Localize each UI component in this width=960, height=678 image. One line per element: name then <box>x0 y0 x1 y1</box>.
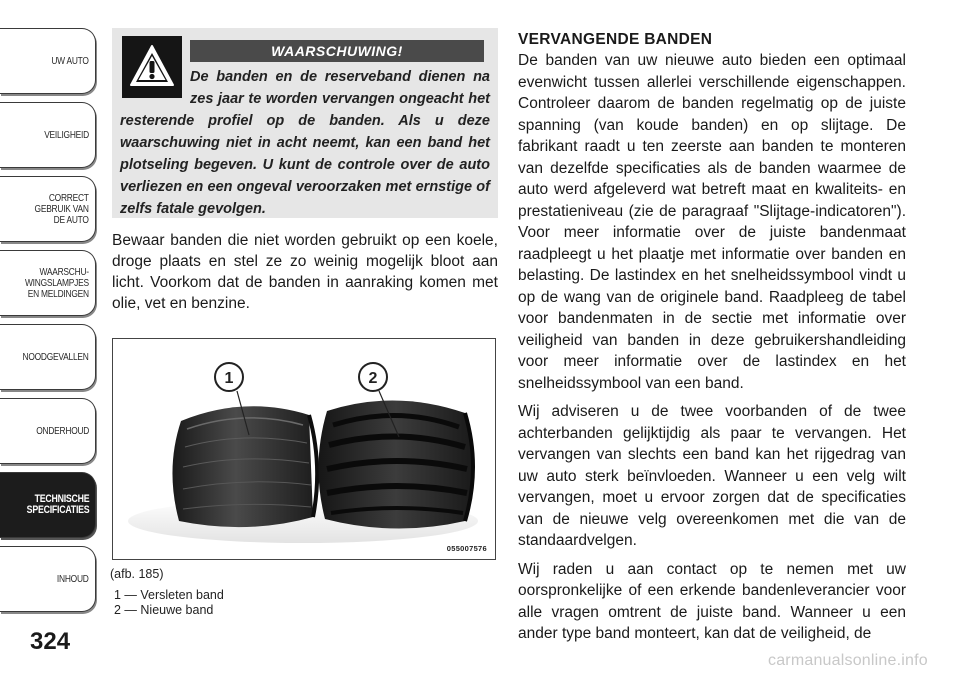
tab-label: UW AUTO <box>51 54 89 67</box>
warning-text <box>120 66 490 220</box>
warning-title: WAARSCHUWING! <box>190 40 484 62</box>
tab-correct-gebruik[interactable] <box>0 176 96 242</box>
replacement-tires-section <box>518 30 906 652</box>
tire-comparison-figure <box>112 338 496 560</box>
tab-label: VEILIGHEID <box>44 128 89 141</box>
figure-code: 055007576 <box>446 544 487 553</box>
tab-label: CORRECT GEBRUIK VAN DE AUTO <box>34 191 89 226</box>
tab-label: ONDERHOUD <box>36 424 89 437</box>
paragraph: Wij raden u aan contact op te nemen met uw oorspronkelijke of een erkende bandenleverancier voor alle vragen omtrent de juiste band. Wanneer u een ander type band monteert, kan dat de veiligheid, de <box>518 560 906 642</box>
watermark: carmanualsonline.info <box>768 652 928 669</box>
callout-label: 2 <box>368 370 378 387</box>
legend-item-1: 1 — Versleten band <box>114 588 224 602</box>
section-heading: VERVANGENDE BANDEN <box>518 31 713 48</box>
tab-label: TECHNISCHE SPECIFICATIES <box>26 493 89 516</box>
worn-tire <box>172 406 317 527</box>
figure-caption: (afb. 185) <box>110 567 164 581</box>
tab-uw-auto[interactable] <box>0 28 96 94</box>
legend-item-2: 2 — Nieuwe band <box>114 603 214 617</box>
tab-technische-specificaties[interactable] <box>0 472 96 538</box>
new-tire <box>318 400 473 528</box>
tab-waarschuwingslampjes[interactable] <box>0 250 96 316</box>
warning-box <box>112 28 498 218</box>
warning-body: De banden en de reserveband dienen na zes jaar te worden vervangen ongeacht het resterende profiel op de banden. Als u deze waarschuwing niet in acht neemt, kan een band het plotseling begeven. U kunt de controle over de auto verliezen en een ongeval veroorzaken met ernstige of zelfs fatale gevolgen. <box>120 69 490 217</box>
tab-noodgevallen[interactable] <box>0 324 96 390</box>
tab-inhoud[interactable] <box>0 546 96 612</box>
paragraph: Wij adviseren u de twee voorbanden of de twee achterbanden gelijktijdig als paar te vervangen. Het vervangen van slechts een band kan het rijgedrag van uw auto sterk beïnvloeden. Wanneer u een velg wilt vervangen, moet u ervoor zorgen dat de specificaties van de nieuwe velg overeenkomen met die van de standaardvelgen. <box>518 403 906 549</box>
tab-onderhoud[interactable] <box>0 398 96 464</box>
paragraph: De banden van uw nieuwe auto bieden een optimaal evenwicht tussen allerlei verschillende eigenschappen. Controleer daarom de banden regelmatig op de juiste spanning (van koude banden) en op slijtage. De fabrikant raadt u ten zeerste aan banden te monteren van dezelfde specificaties als de banden waarmee de auto werd afgeleverd wat betreft maat en kwaliteits- en prestatieniveau (zie de paragraaf "Slijtage-indicatoren"). Voor meer informatie over de juiste bandenmaat raadpleegt u het plaatje met informatie over banden en belasting. De lastindex en het snelheidssymbool vindt u op de wang van de originele band. Raadpleeg de tabel voor bandenmaten in de sectie met informatie over veiligheid van banden in deze gebruikershandleiding voor meer informatie over de lastindex en het snelheidssymbool van een band. <box>518 52 906 392</box>
callout-label: 1 <box>224 370 234 387</box>
tab-label: INHOUD <box>57 572 89 585</box>
tab-label: NOODGEVALLEN <box>22 350 89 363</box>
page-number: 324 <box>30 628 71 655</box>
storage-paragraph: Bewaar banden die niet worden gebruikt op een koele, droge plaats en stel ze zo weinig mogelijk bloot aan licht. Voorkom dat de banden in aanraking komen met olie, vet en benzine. <box>112 232 498 312</box>
tab-veiligheid[interactable] <box>0 102 96 168</box>
tab-label: WAARSCHU- WINGSLAMPJES EN MELDINGEN <box>25 265 89 300</box>
figure-legend <box>114 588 224 618</box>
tire-illustration <box>113 339 495 559</box>
